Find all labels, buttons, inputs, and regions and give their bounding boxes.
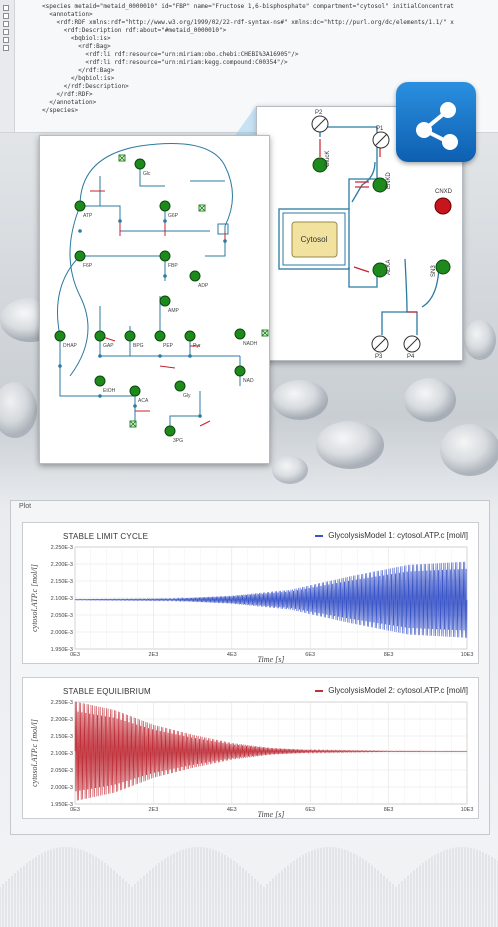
y-axis-label: cytosol.ATP.c [mol/l] (30, 564, 39, 632)
compartment-label: Cytosol (300, 235, 328, 244)
y-tick-label: 2.200E-3 (50, 717, 73, 723)
network-species-node[interactable] (190, 271, 200, 281)
network-species-node[interactable] (235, 366, 245, 376)
network-species-label: ATP (83, 213, 93, 219)
network-species-label: NAD (243, 378, 254, 384)
reaction-dot (188, 354, 192, 358)
y-tick-label: 2.000E-3 (50, 785, 73, 791)
xml-line: <species metaid="metaid_0000010" id="FBP" name="Fructose 1,6-bisphosphate" compartment="cytosol" initialConcentrat (42, 3, 454, 10)
y-tick-label: 2.150E-3 (50, 734, 73, 740)
network-species-node[interactable] (55, 331, 65, 341)
xml-line: <rdf:Bag> (42, 43, 111, 50)
network-species-label: PEP (163, 343, 174, 349)
reaction-dot (158, 354, 162, 358)
plot-heading: STABLE EQUILIBRIUM (63, 687, 151, 696)
network-species-node[interactable] (75, 251, 85, 261)
reaction-dot (223, 239, 227, 243)
x-tick-label: 0E3 (70, 652, 80, 658)
network-species-node[interactable] (125, 331, 135, 341)
x-tick-label: 6E3 (305, 652, 316, 658)
network-species-label: G6P (168, 213, 179, 219)
chart-area (23, 678, 478, 818)
species-label: P3 (375, 354, 383, 360)
network-species-node[interactable] (175, 381, 185, 391)
app-logo-icon (396, 82, 476, 162)
network-species-label: Pyr (193, 343, 201, 349)
x-tick-label: 8E3 (383, 652, 394, 658)
x-tick-label: 10E3 (460, 652, 474, 658)
network-species-node[interactable] (135, 159, 145, 169)
xml-line: </rdf:Bag> (42, 67, 115, 74)
xml-line: </rdf:Description> (42, 83, 129, 90)
x-tick-label: 2E3 (148, 807, 159, 813)
xml-line: </annotation> (42, 99, 97, 106)
reaction-label: ALKA (386, 259, 392, 275)
plot-limit-cycle[interactable] (22, 522, 479, 664)
y-axis-label: cytosol.ATP.c [mol/l] (30, 719, 39, 787)
network-species-node[interactable] (160, 251, 170, 261)
x-tick-label: 8E3 (383, 807, 394, 813)
network-species-node[interactable] (155, 331, 165, 341)
reaction-label: ENKD (386, 172, 392, 189)
legend-label: GlycolysisModel 2: cytosol.ATP.c [mol/l] (328, 686, 468, 695)
reaction-dot (163, 274, 167, 278)
y-tick-label: 2.250E-3 (50, 700, 73, 706)
plot-equilibrium[interactable] (22, 677, 479, 819)
reaction-label: SN3 (431, 265, 437, 277)
network-species-node[interactable] (235, 329, 245, 339)
plot-window[interactable] (10, 500, 490, 835)
legend-label: GlycolysisModel 1: cytosol.ATP.c [mol/l] (328, 531, 468, 540)
network-species-label: GAP (103, 343, 114, 349)
reaction-dot (118, 219, 122, 223)
y-tick-label: 2.150E-3 (50, 579, 73, 585)
network-species-label: DHAP (63, 343, 77, 349)
network-species-node[interactable] (185, 331, 195, 341)
plot-window-title: Plot (19, 503, 32, 510)
xml-line: <rdf:li rdf:resource="urn:miriam:kegg.compound:C00354"/> (42, 59, 288, 66)
network-species-node[interactable] (75, 201, 85, 211)
x-axis-label: Time [s] (257, 655, 285, 663)
network-species-node[interactable] (165, 426, 175, 436)
network-species-node[interactable] (160, 201, 170, 211)
xml-line: <rdf:li rdf:resource="urn:miriam:obo.chebi:CHEBI%3A16905"/> (42, 51, 299, 58)
chart-area (23, 523, 478, 663)
xml-line: </species> (42, 107, 79, 114)
species-label: P2 (315, 110, 323, 116)
network-species-label: Gly (183, 393, 191, 399)
network-species-node[interactable] (95, 376, 105, 386)
network-species-label: Glc (143, 171, 151, 177)
reaction-dot (98, 394, 102, 398)
y-tick-label: 2.050E-3 (50, 768, 73, 774)
network-species-label: 3PG (173, 438, 184, 444)
network-species-label: FBP (168, 263, 178, 269)
x-tick-label: 0E3 (70, 807, 80, 813)
reaction-dot (78, 229, 82, 233)
reaction-dot (163, 219, 167, 223)
network-species-label: BPG (133, 343, 144, 349)
y-tick-label: 2.100E-3 (50, 751, 73, 757)
x-tick-label: 6E3 (305, 807, 316, 813)
species-label: P1 (376, 126, 384, 132)
x-tick-label: 4E3 (226, 652, 237, 658)
network-species-label: F6P (83, 263, 93, 269)
network-species-node[interactable] (130, 386, 140, 396)
x-tick-label: 4E3 (226, 807, 237, 813)
network-diagram-view[interactable] (39, 135, 270, 464)
y-tick-label: 1.950E-3 (50, 802, 73, 808)
y-tick-label: 2.250E-3 (50, 545, 73, 551)
xml-line: <rdf:Description rdf:about="#metaid_0000010"> (42, 27, 227, 34)
reaction-dot (98, 354, 102, 358)
reaction-dot (198, 414, 202, 418)
network-species-label: EtOH (103, 388, 116, 394)
x-tick-label: 10E3 (460, 807, 474, 813)
reaction-dot (58, 364, 62, 368)
xml-line: <annotation> (42, 11, 93, 18)
y-tick-label: 2.200E-3 (50, 562, 73, 568)
selection-marker (218, 224, 228, 234)
y-tick-label: 2.050E-3 (50, 613, 73, 619)
network-species-label: AMP (168, 308, 179, 314)
xml-line: </rdf:RDF> (42, 91, 93, 98)
y-tick-label: 1.950E-3 (50, 647, 73, 653)
reaction-label: GlucK (325, 150, 331, 167)
network-species-node[interactable] (160, 296, 170, 306)
network-species-label: ADP (198, 283, 209, 289)
y-tick-label: 2.000E-3 (50, 630, 73, 636)
species-label: CNXD (435, 189, 453, 195)
network-species-label: NADH (243, 341, 258, 347)
y-tick-label: 2.100E-3 (50, 596, 73, 602)
reaction-network (40, 136, 269, 463)
xml-line: <bqbiol:is> (42, 35, 111, 42)
reaction-dot (133, 404, 137, 408)
xml-line: </bqbiol:is> (42, 75, 115, 82)
plot-heading: STABLE LIMIT CYCLE (63, 532, 149, 541)
x-tick-label: 2E3 (148, 652, 159, 658)
xml-line: <rdf:RDF xmlns:rdf="http://www.w3.org/1999/02/22-rdf-syntax-ns#" xmlns:dc="http://purl.org/dc/elements/1.1/" x (42, 19, 454, 26)
network-species-label: ACA (138, 398, 149, 404)
x-axis-label: Time [s] (257, 810, 285, 818)
species-label: P4 (407, 354, 415, 360)
network-species-node[interactable] (95, 331, 105, 341)
